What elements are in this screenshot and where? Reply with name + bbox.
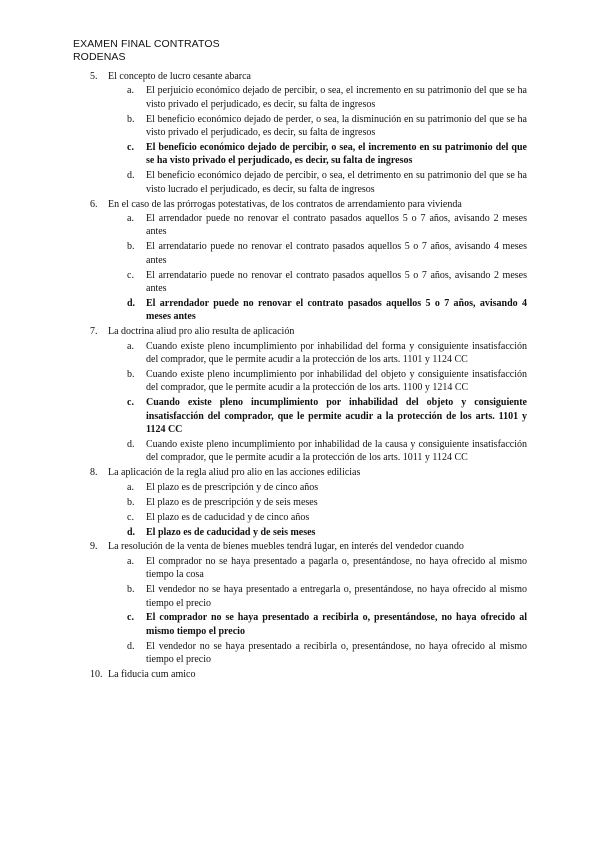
question-item: [0, 540, 600, 666]
answer-option: [0, 240, 600, 267]
option-list: [0, 555, 600, 667]
option-letter: a.: [127, 213, 134, 225]
option-letter: b.: [127, 241, 135, 253]
answer-option: [0, 340, 600, 367]
option-text: El beneficio económico dejado de percibir, o sea, el detrimento en su patrimonio del que se ha visto lucrado el perjudicado, es decir, su falta de ingresos: [146, 170, 527, 195]
option-list: [0, 212, 600, 324]
question-text: La aplicación de la regla aliud pro alio en las acciones edilicias: [108, 467, 361, 479]
question-item: [0, 70, 600, 196]
option-letter: a.: [127, 481, 134, 493]
answer-option: [0, 368, 600, 395]
answer-option: [0, 84, 600, 111]
exam-title: EXAMEN FINAL CONTRATOS: [73, 38, 220, 50]
option-letter: c.: [127, 612, 134, 624]
option-list: [0, 340, 600, 465]
document-header: [73, 38, 220, 64]
question-item: [0, 198, 600, 324]
question-text: El concepto de lucro cesante abarca: [108, 71, 251, 82]
option-text: El arrendador puede no renovar el contrato pasados aquellos 5 o 7 años, avisando 4 meses antes: [146, 298, 527, 323]
option-text: El plazo es de prescripción y de cinco años: [146, 481, 319, 493]
option-letter: a.: [127, 85, 134, 97]
answer-option-correct: [0, 526, 600, 539]
answer-option: [0, 438, 600, 465]
option-text: Cuando existe pleno incumplimiento por inhabilidad del forma y consiguiente insatisfacción del comprador, que le permite acudir a la protección de los arts. 1101 y 1124 CC: [146, 340, 527, 366]
answer-option: [0, 113, 600, 140]
option-letter: c.: [127, 511, 134, 523]
option-letter: c.: [127, 397, 134, 409]
question-text: La fiducia cum amico: [108, 669, 196, 681]
option-letter: a.: [127, 340, 134, 352]
option-text: El arrendatario puede no renovar el contrato pasados aquellos 5 o 7 años, avisando 2 meses antes: [146, 269, 527, 295]
option-letter: d.: [127, 640, 135, 652]
option-text: El beneficio económico dejado de percibir, o sea, el incremento en su patrimonio del que se ha visto privado el perjudicado, es decir, su falta de ingresos: [146, 142, 527, 167]
answer-option: [0, 169, 600, 196]
option-text: Cuando existe pleno incumplimiento por inhabilidad de la causa y consiguiente insatisfacción del comprador, que le permite acudir a la protección de los arts. 1011 y 1124 CC: [146, 439, 527, 464]
option-list: [0, 84, 600, 196]
option-letter: d.: [127, 170, 135, 182]
answer-option: [0, 269, 600, 296]
option-text: El vendedor no se haya presentado a entregarla o, presentándose, no haya ofrecido al mismo tiempo el precio: [146, 584, 527, 609]
option-text: El plazo es de caducidad y de cinco años: [146, 511, 310, 523]
question-text: La doctrina aliud pro alio resulta de aplicación: [108, 326, 295, 338]
question-item: [0, 325, 600, 465]
option-text: El comprador no se haya presentado a recibirla o, presentándose, no haya ofrecido al mismo tiempo el precio: [146, 612, 527, 637]
option-text: El vendedor no se haya presentado a recibirla o, presentándose, no haya ofrecido al mismo tiempo el precio: [146, 640, 527, 666]
question-number: 8.: [90, 467, 98, 479]
option-letter: d.: [127, 298, 136, 309]
option-text: El plazo es de caducidad y de seis meses: [146, 526, 316, 538]
option-letter: b.: [127, 113, 135, 125]
answer-option: [0, 583, 600, 610]
option-letter: b.: [127, 584, 135, 596]
option-text: El plazo es de prescripción y de seis meses: [146, 496, 318, 508]
option-letter: a.: [127, 555, 134, 567]
answer-option: [0, 511, 600, 524]
option-text: El arrendador puede no renovar el contrato pasados aquellos 5 o 7 años, avisando 2 meses antes: [146, 213, 527, 238]
question-text: La resolución de la venta de bienes muebles tendrá lugar, en interés del vendedor cuando: [108, 541, 464, 553]
option-letter: d.: [127, 526, 136, 538]
question-number: 7.: [90, 326, 98, 338]
question-list: [0, 70, 600, 683]
option-letter: d.: [127, 439, 135, 451]
answer-option-correct: [0, 611, 600, 638]
option-letter: b.: [127, 496, 135, 508]
option-text: El comprador no se haya presentado a pagarla o, presentándose, no haya ofrecido al mismo tiempo la cosa: [146, 555, 527, 581]
question-number: 6.: [90, 198, 98, 210]
question-number: 10.: [90, 669, 103, 681]
question-number: 9.: [90, 541, 98, 553]
option-text: Cuando existe pleno incumplimiento por inhabilidad del objeto y consiguiente insatisfacción del comprador, que le permite acudir a la protección de los arts. 1100 y 1214 CC: [146, 369, 527, 394]
option-text: El perjuicio económico dejado de percibir, o sea, el incremento en su patrimonio del que se ha visto privado el perjudicado, es decir, su falta de ingresos: [146, 85, 527, 110]
answer-option-correct: [0, 396, 600, 436]
answer-option: [0, 555, 600, 582]
question-item: [0, 668, 600, 681]
author-name: RODENAS: [73, 51, 126, 63]
answer-option: [0, 496, 600, 509]
answer-option: [0, 481, 600, 494]
answer-option-correct: [0, 297, 600, 324]
option-letter: b.: [127, 369, 135, 381]
question-number: 5.: [90, 71, 98, 82]
option-text: Cuando existe pleno incumplimiento por inhabilidad del objeto y consiguiente insatisfacción del comprador, que le permite acudir a la protección de los arts. 1101 y 1124 CC: [146, 397, 527, 436]
option-text: El arrendatario puede no renovar el contrato pasados aquellos 5 o 7 años, avisando 4 meses antes: [146, 241, 527, 266]
answer-option: [0, 640, 600, 667]
answer-option: [0, 212, 600, 239]
option-text: El beneficio económico dejado de perder, o sea, la disminución en su patrimonio del que se ha visto privado el perjudicado, es decir, su falta de ingresos: [146, 113, 527, 139]
answer-option-correct: [0, 141, 600, 168]
question-item: [0, 466, 600, 539]
option-letter: c.: [127, 142, 134, 154]
option-letter: c.: [127, 269, 134, 281]
question-text: En el caso de las prórrogas potestativas, de los contratos de arrendamiento para vivienda: [108, 198, 462, 210]
option-list: [0, 481, 600, 539]
